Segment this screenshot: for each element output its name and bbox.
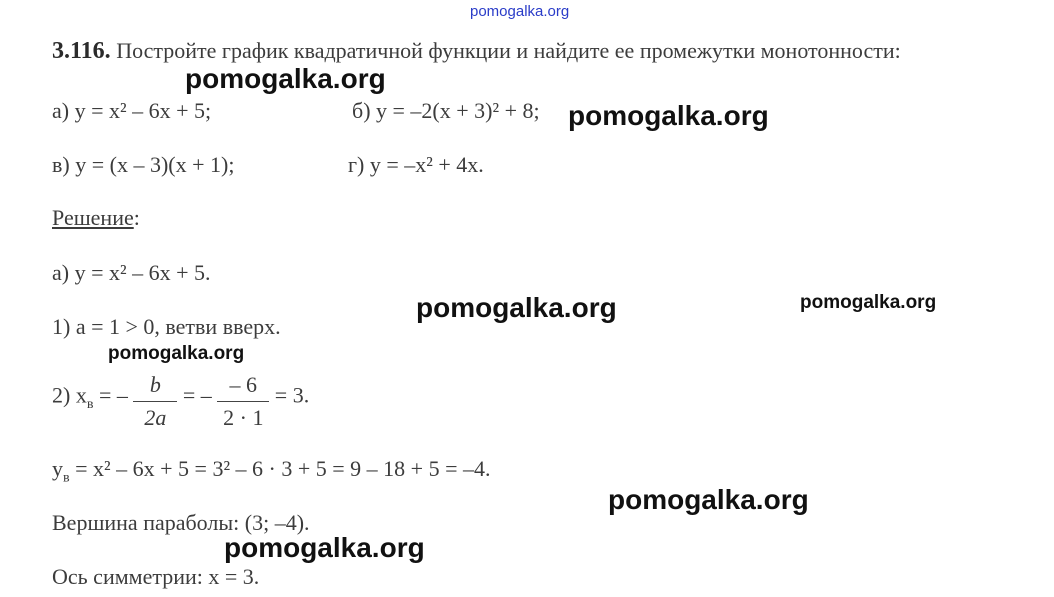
fraction1-bar [133, 401, 177, 402]
task-b: б) y = –2(x + 3)² + 8; [352, 98, 540, 123]
solution-heading-text: Решение [52, 205, 134, 230]
problem-number: 3.116. [52, 38, 111, 64]
watermark-6: pomogalka.org [608, 484, 809, 515]
fraction2-denominator: 2 · 1 [223, 405, 264, 430]
fraction2-bar [217, 401, 269, 402]
fraction1-numerator: b [149, 372, 161, 397]
solution-vertex: Вершина параболы: (3; –4). [52, 510, 310, 535]
solution-step2 [52, 368, 310, 430]
solution-axis: Ось симметрии: x = 3. [52, 564, 260, 589]
task-a: а) y = x² – 6x + 5; [52, 98, 212, 123]
watermark-3: pomogalka.org [416, 292, 617, 323]
fraction1-denominator: 2a [144, 405, 167, 430]
task-g: г) y = –x² + 4x. [348, 152, 484, 177]
solution-part-a: а) y = x² – 6x + 5. [52, 260, 211, 285]
problem-statement [52, 38, 901, 64]
watermark-top: pomogalka.org [470, 3, 570, 20]
fraction-minus6-over-2x1 [217, 372, 269, 431]
yv-prefix: y [52, 456, 63, 481]
step2-sub: в [86, 396, 94, 412]
problem-text: Постройте график квадратичной функции и найдите ее промежутки монотонности: [116, 38, 901, 63]
watermark-4: pomogalka.org [800, 292, 937, 313]
step2-result: = 3. [269, 382, 310, 408]
watermark-1: pomogalka.org [185, 63, 386, 94]
solution-heading-colon: : [133, 205, 140, 230]
step2-eq2: = – [182, 382, 212, 408]
watermark-2: pomogalka.org [568, 100, 769, 131]
task-v: в) y = (x – 3)(x + 1); [52, 152, 235, 177]
watermark-5: pomogalka.org [108, 343, 245, 364]
solution-heading [52, 205, 140, 231]
yv-sub: в [63, 470, 70, 486]
watermark-7: pomogalka.org [224, 532, 425, 563]
step2-prefix: 2) x [52, 382, 87, 408]
solution-yv [52, 456, 491, 491]
fraction-b-over-2a [133, 372, 177, 431]
step2-eq1: = – [93, 382, 128, 408]
solution-step1: 1) a = 1 > 0, ветви вверх. [52, 314, 281, 339]
fraction2-numerator: – 6 [229, 372, 258, 397]
yv-rest: = x² – 6x + 5 = 3² – 6 · 3 + 5 = 9 – 18 + 5 = –4. [69, 456, 491, 481]
